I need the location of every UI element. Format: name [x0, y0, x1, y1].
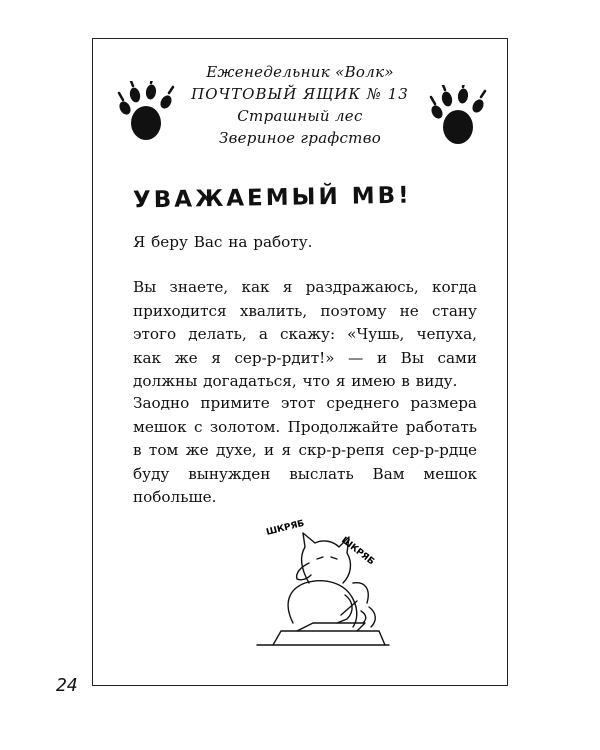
letter-paragraph-2: Вы знаете, как я раздражаюсь, когда приходится хвалить, поэтому не стану этого делать, а скажу: «Чушь, чепуха, как же я сер-р-рдит!» — и Вы сами должны догадаться, что я имею в виду. — [133, 278, 477, 390]
header-mailbox: ПОЧТОВЫЙ ЯЩИК № 13 — [191, 85, 409, 103]
page-number: 24 — [56, 675, 78, 696]
header-county: Звериное графство — [218, 129, 382, 147]
letter-greeting: УВАЖАЕМЫЙ МВ! — [132, 182, 412, 214]
paw-print-icon-right — [425, 85, 491, 151]
sound-effect-1: ШКРЯБ — [265, 519, 306, 538]
sound-effect-2: ШКРЯБ — [339, 535, 376, 568]
wolf-writing-illustration — [253, 519, 393, 657]
page-frame — [92, 38, 508, 686]
letter-paragraph-3: Заодно примите этот среднего размера мешок с золотом. Продолжайте работать в том же духе, и я скр-р-репя сер-р-рдце буду вынужден выслать Вам мешок побольше. — [133, 394, 477, 506]
header-newspaper-name: Еженедельник «Волк» — [206, 63, 394, 81]
letter-paragraph-1: Я беру Вас на работу. — [133, 233, 313, 251]
header-location: Страшный лес — [237, 107, 363, 125]
